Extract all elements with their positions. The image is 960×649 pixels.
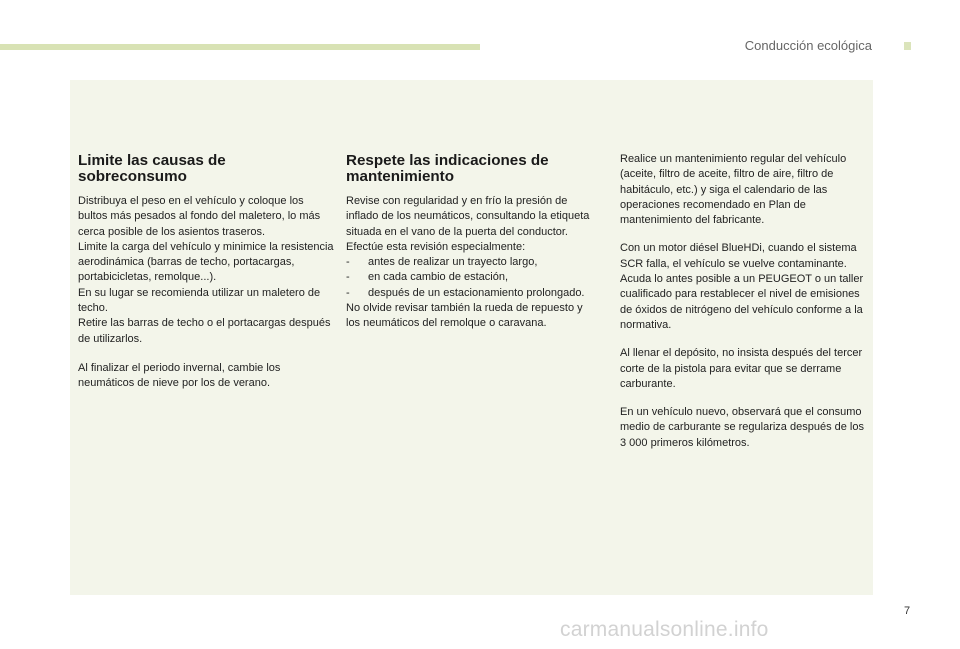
paragraph-group-tyres [346,194,594,332]
paragraph: Distribuya el peso en el vehículo y coloque los bultos más pesados al fondo del maletero, lo más cerca posible de los asientos traseros. [78,195,321,238]
list-item: - antes de realizar un trayecto largo, [346,255,594,270]
section-marker [904,42,911,50]
page-number: 7 [904,605,911,617]
list-item: - en cada cambio de estación, [346,270,594,285]
watermark-text: carmanualsonline.info [560,618,769,641]
paragraph: Limite la carga del vehículo y minimice la resistencia aerodinámica (barras de techo, portacargas, portabicicletas, remolque...). [78,240,334,284]
paragraph: Con un motor diésel BlueHDi, cuando el sistema SCR falla, el vehículo se vuelve contaminante. Acuda lo antes posible a un PEUGEOT o un taller cualificado para restablecer el nivel de emisiones de óxidos de nitrógeno del vehículo conforme a la normativa. [620,242,864,331]
paragraph: No olvide revisar también la rueda de repuesto y los neumáticos del remolque o caravana. [346,302,583,330]
paragraph: Revise con regularidad y en frío la presión de inflado de los neumáticos, consultando la etiqueta situada en el vano de la puerta del conductor. [346,195,590,238]
column-left [78,153,334,406]
paragraph: Al llenar el depósito, no insista después del tercer corte de la pistola para evitar que se derrame carburante. [620,347,863,390]
paragraph: Al finalizar el periodo invernal, cambie los neumáticos de nieve por los de verano. [78,361,281,390]
paragraph: Retire las barras de techo o el portacargas después de utilizarlos. [78,317,331,345]
column-right [620,152,870,464]
paragraph: En un vehículo nuevo, observará que el consumo medio de carburante se regulariza después de los 3 000 primeros kilómetros. [620,406,864,449]
heading-sobreconsumo: Limite las causas de sobreconsumo [78,152,226,185]
column-middle [346,153,594,346]
heading-mantenimiento: Respete las indicaciones de mantenimiento [346,152,549,185]
paragraph: En su lugar se recomienda utilizar un maletero de techo. [78,286,321,315]
paragraph: Realice un mantenimiento regular del vehículo (aceite, filtro de aceite, filtro de aire, filtro de habitáculo, etc.) y siga el calendario de las operaciones recomendado en Plan de mantenimiento del fabricante. [620,153,847,227]
paragraph-group-load [78,194,334,347]
header-accent-bar [0,44,480,50]
section-title: Conducción ecológica [744,38,872,53]
list-item: - después de un estacionamiento prolongado. [346,286,594,301]
list-intro: Efectúe esta revisión especialmente: [346,240,526,253]
